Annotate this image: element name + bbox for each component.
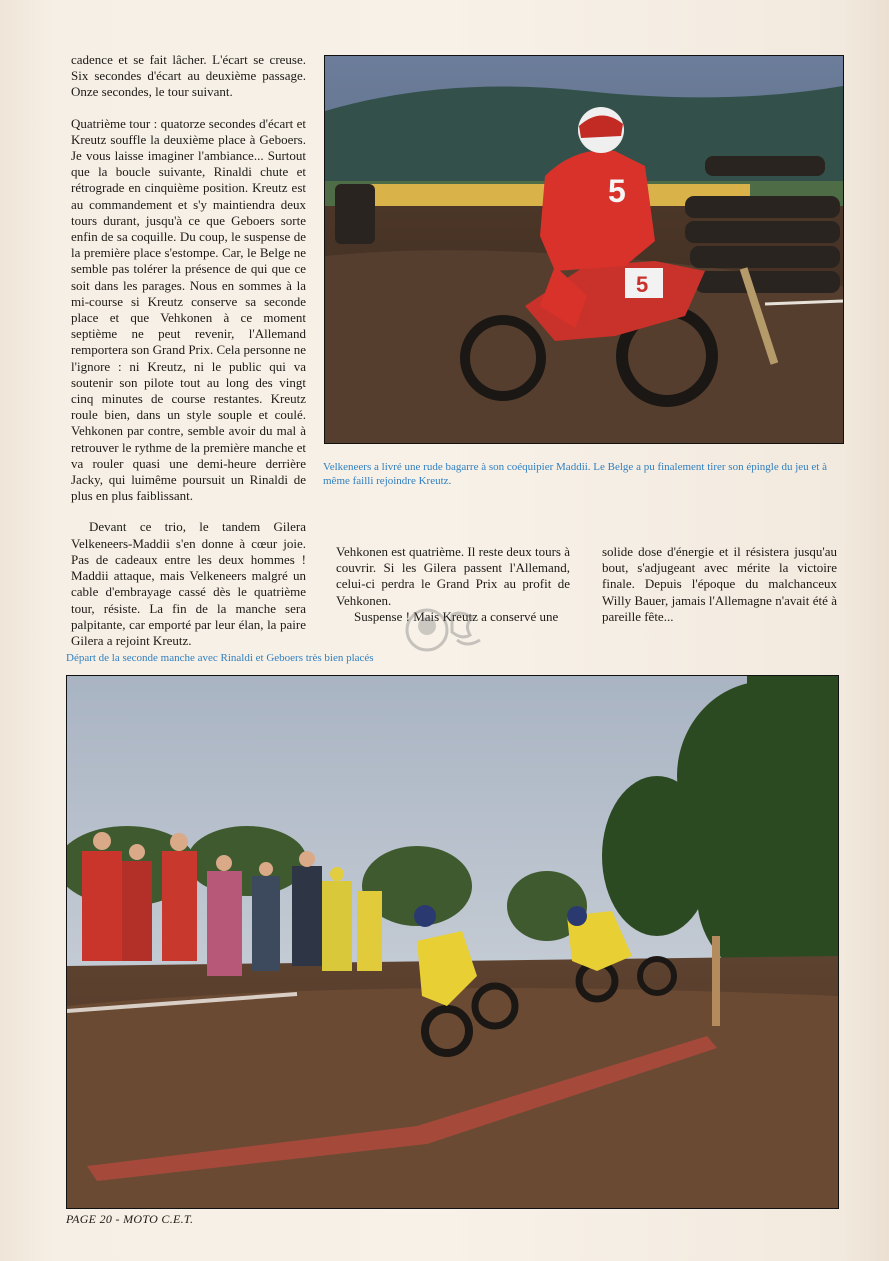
article-paragraph: Quatrième tour : quatorze secondes d'écart et Kreutz souffle la deuxième place à Geboers. Je vous laisse imaginer l'ambiance... Surtout que la boucle suivante, Rinaldi chute et rétrograde en cinquième position. Kreutz est au commandement et s'y maintiendra deux tours durant, jusqu'à ce que Geboers sorte enfin de sa coquille. Du coup, le suspense de la première place s'estompe. Car, le Belge ne semble pas tolérer la présence de qui que ce soit dans les parages. Nous en sommes à la mi-course si Kreutz conserve sa seconde place et que Vehkonen à ce moment septième ne peut revenir, l'Allemand remportera son Grand Prix. Cela personne ne l'ignore : ni Kreutz, ni le public qui va soutenir son pilote tout au long des vingt cinq minutes de course restantes. Kreutz roule bien, dans un style souple et coulé. Vehkonen par contre, semble avoir du mal à retrouver le rythme de la première manche et va rouler quasi une demi-heure derrière Jacky, qui luimême poursuit un Rinaldi de plus en plus faiblissant. [71,115,307,504]
page-footer: PAGE 20 - MOTO C.E.T. [66,1212,194,1226]
photo-race-start [66,675,839,1209]
article-paragraph: solide dose d'énergie et il résistera jusqu'au bout, s'adjugeant avec mérite la victoire finale. Depuis l'époque du malchanceux Willy Bauer, jamais l'Allemagne n'avait été à pareille fête... [602,544,837,624]
article-column-1 [71,52,306,664]
svg-text:5: 5 [608,173,626,209]
article-paragraph: Vehkonen est quatrième. Il reste deux tours à couvrir. Si les Gilera passent l'Allemand, celui-ci perdra le Grand Prix au profit de Vehkonen. [336,544,570,608]
article-paragraph: cadence et se fait lâcher. L'écart se creuse. Six secondes d'écart au deuxième passage. Onze secondes, le tour suivant. [71,52,306,100]
photo-caption-top: Velkeneers a livré une rude bagarre à son coéquipier Maddii. Le Belge a pu finalement tirer son épingle du jeu et à même failli rejoindre Kreutz. [323,461,827,487]
article-column-3 [602,544,837,625]
article-paragraph: Devant ce trio, le tandem Gilera Velkeneers-Maddii s'en donne à cœur joie. Pas de cadeaux entre les deux hommes ! Maddii attaque, mais Velkeneers malgré un cable d'embrayage cassé dès le quatrième tour, résiste. La fin de la manche sera palpitante, car emporté par leur élan, la paire Gilera a rejoint Kreutz. [71,519,306,648]
article-paragraph: Suspense ! Mais Kreutz a conservé une [354,608,559,624]
photo-rider-number-5 [324,55,844,444]
photo-caption-bottom: Départ de la seconde manche avec Rinaldi et Geboers très bien placés [66,652,374,664]
number-plate-text: 5 [636,272,649,297]
